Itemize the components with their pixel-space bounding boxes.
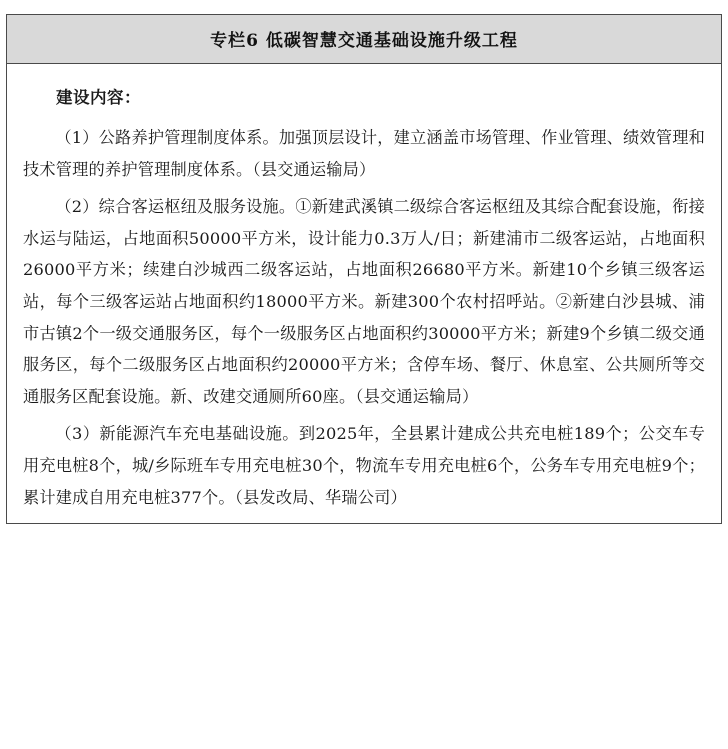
paragraph-2: （2）综合客运枢纽及服务设施。①新建武溪镇二级综合客运枢纽及其综合配套设施，衔接水运与陆运，占地面积50000平方米，设计能力0.3万人/日；新建浦市二级客运站，占地面积26000平方米；续建白沙城西二级客运站，占地面积26680平方米。新建10个乡镇三级客运站，每个三级客运站占地面积约18000平方米。新建300个农村招呼站。②新建白沙县城、浦市古镇2个一级交通服务区，每个一级服务区占地面积约30000平方米；新建9个乡镇二级交通服务区，每个二级服务区占地面积约20000平方米；含停车场、餐厅、休息室、公共厕所等交通服务区配套设施。新、改建交通厕所60座。（县交通运输局）: [23, 197, 705, 406]
feature-box: [6, 14, 722, 524]
section-label: 建设内容：: [56, 88, 141, 107]
feature-box-title: 专栏6 低碳智慧交通基础设施升级工程: [7, 15, 721, 64]
feature-box-body: [7, 64, 721, 523]
paragraph-3: （3）新能源汽车充电基础设施。到2025年，全县累计建成公共充电桩189个；公交车专用充电桩8个，城/乡际班车专用充电桩30个，物流车专用充电桩6个，公务车专用充电桩9个；累计建成自用充电桩377个。（县发改局、华瑞公司）: [23, 424, 705, 507]
paragraph-1: （1）公路养护管理制度体系。加强顶层设计，建立涵盖市场管理、作业管理、绩效管理和技术管理的养护管理制度体系。（县交通运输局）: [23, 128, 705, 179]
